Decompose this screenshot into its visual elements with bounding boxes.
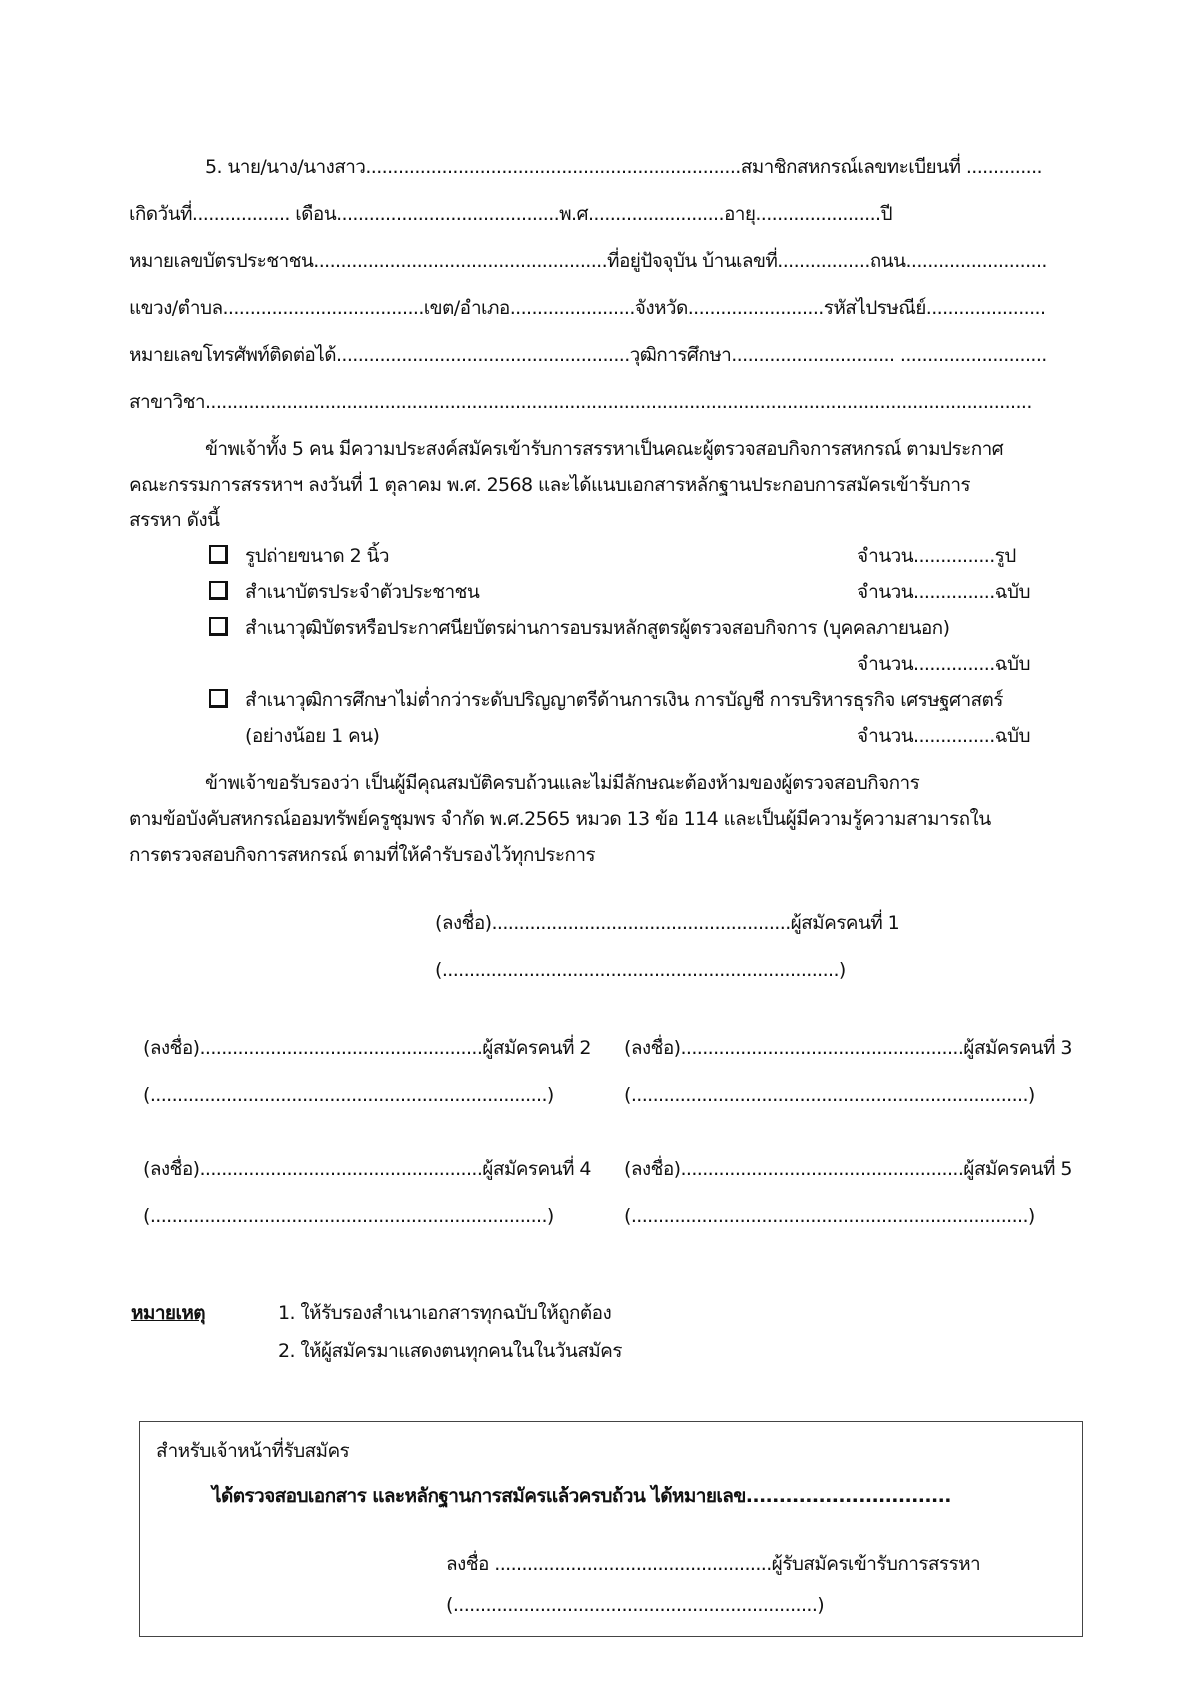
- officer-name-line: (...................................................................): [446, 1594, 825, 1616]
- officer-box-title: สำหรับเจ้าหน้าที่รับสมัคร: [156, 1440, 350, 1462]
- document-label: สำเนาวุฒิบัตรหรือประกาศนียบัตรผ่านการอบรมหลักสูตรผู้ตรวจสอบกิจการ (บุคคลภายนอก): [245, 617, 950, 639]
- applicant-name-line: 5. นาย/นาง/นางสาว.....................................................................สมาชิกสหกรณ์เลขทะเบียนที่ ..............: [205, 156, 1042, 178]
- document-label-note: (อย่างน้อย 1 คน): [245, 725, 380, 747]
- signature-line-5: (ลงชื่อ)....................................................ผู้สมัครคนที่ 5: [624, 1158, 1072, 1180]
- certification-line: การตรวจสอบกิจการสหกรณ์ ตามที่ให้คำรับรองไว้ทุกประการ: [129, 844, 596, 866]
- document-label: สำเนาบัตรประจำตัวประชาชน: [245, 581, 480, 603]
- signature-name-3: (.........................................................................): [624, 1084, 1035, 1106]
- document-quantity: จำนวน...............ฉบับ: [857, 725, 1030, 747]
- id-address-line: หมายเลขบัตรประชาชน......................................................ที่อยู่ปัจจุบัน บ้านเลขที่.................ถนน..........................: [129, 250, 1047, 272]
- officer-signature-line: ลงชื่อ ...................................................ผู้รับสมัครเข้ารับการสรรหา: [446, 1553, 981, 1575]
- signature-name-5: (.........................................................................): [624, 1205, 1035, 1227]
- document-quantity: จำนวน...............ฉบับ: [857, 581, 1030, 603]
- declaration-line: คณะกรรมการสรรหาฯ ลงวันที่ 1 ตุลาคม พ.ศ. 2568 และได้แนบเอกสารหลักฐานประกอบการสมัครเข้ารับการ: [129, 474, 970, 496]
- certification-line: ตามข้อบังคับสหกรณ์ออมทรัพย์ครูชุมพร จำกัด พ.ศ.2565 หมวด 13 ข้อ 114 และเป็นผู้มีความรู้ความสามารถใน: [129, 808, 991, 830]
- checkbox-degree[interactable]: [209, 689, 228, 708]
- officer-box: [139, 1421, 1083, 1637]
- note-item: 2. ให้ผู้สมัครมาแสดงตนทุกคนในในวันสมัคร: [278, 1340, 622, 1362]
- signature-name-2: (.........................................................................): [143, 1084, 554, 1106]
- certification-line: ข้าพเจ้าขอรับรองว่า เป็นผู้มีคุณสมบัติครบถ้วนและไม่มีลักษณะต้องห้ามของผู้ตรวจสอบกิจการ: [205, 772, 920, 794]
- declaration-line: ข้าพเจ้าทั้ง 5 คน มีความประสงค์สมัครเข้ารับการสรรหาเป็นคณะผู้ตรวจสอบกิจการสหกรณ์ ตามประกาศ: [205, 438, 1004, 460]
- phone-education-line: หมายเลขโทรศัพท์ติดต่อได้......................................................วุฒิการศึกษา.............................. ...........................: [129, 344, 1047, 366]
- officer-box-verified-line: ได้ตรวจสอบเอกสาร และหลักฐานการสมัครแล้วครบถ้วน ได้หมายเลข...............................: [212, 1485, 951, 1507]
- checkbox-certificate[interactable]: [209, 617, 228, 636]
- document-label: สำเนาวุฒิการศึกษาไม่ต่ำกว่าระดับปริญญาตรีด้านการเงิน การบัญชี การบริหารธุรกิจ เศรษฐศาสตร์: [245, 689, 1003, 711]
- document-label: รูปถ่ายขนาด 2 นิ้ว: [245, 545, 389, 567]
- signature-line-2: (ลงชื่อ)....................................................ผู้สมัครคนที่ 2: [143, 1037, 591, 1059]
- district-line: แขวง/ตำบล.....................................เขต/อำเภอ.......................จังหวัด.........................รหัสไปรษณีย์......................: [129, 297, 1046, 319]
- notes-heading: หมายเหตุ: [131, 1302, 206, 1324]
- signature-line-4: (ลงชื่อ)....................................................ผู้สมัครคนที่ 4: [143, 1158, 591, 1180]
- birthdate-line: เกิดวันที่.................. เดือน.........................................พ.ศ.........................อายุ.......................ปี: [129, 203, 892, 225]
- checkbox-id-card[interactable]: [209, 581, 228, 600]
- document-quantity: จำนวน...............ฉบับ: [857, 653, 1030, 675]
- document-quantity: จำนวน...............รูป: [857, 545, 1016, 567]
- signature-name-1: (.........................................................................): [435, 959, 846, 981]
- major-line: สาขาวิชา........................................................................................................................................................: [129, 391, 1032, 413]
- signature-line-1: (ลงชื่อ).......................................................ผู้สมัครคนที่ 1: [435, 912, 900, 934]
- signature-name-4: (.........................................................................): [143, 1205, 554, 1227]
- signature-line-3: (ลงชื่อ)....................................................ผู้สมัครคนที่ 3: [624, 1037, 1072, 1059]
- declaration-line: สรรหา ดังนี้: [129, 509, 220, 531]
- note-item: 1. ให้รับรองสำเนาเอกสารทุกฉบับให้ถูกต้อง: [278, 1302, 612, 1324]
- checkbox-photo[interactable]: [209, 545, 228, 564]
